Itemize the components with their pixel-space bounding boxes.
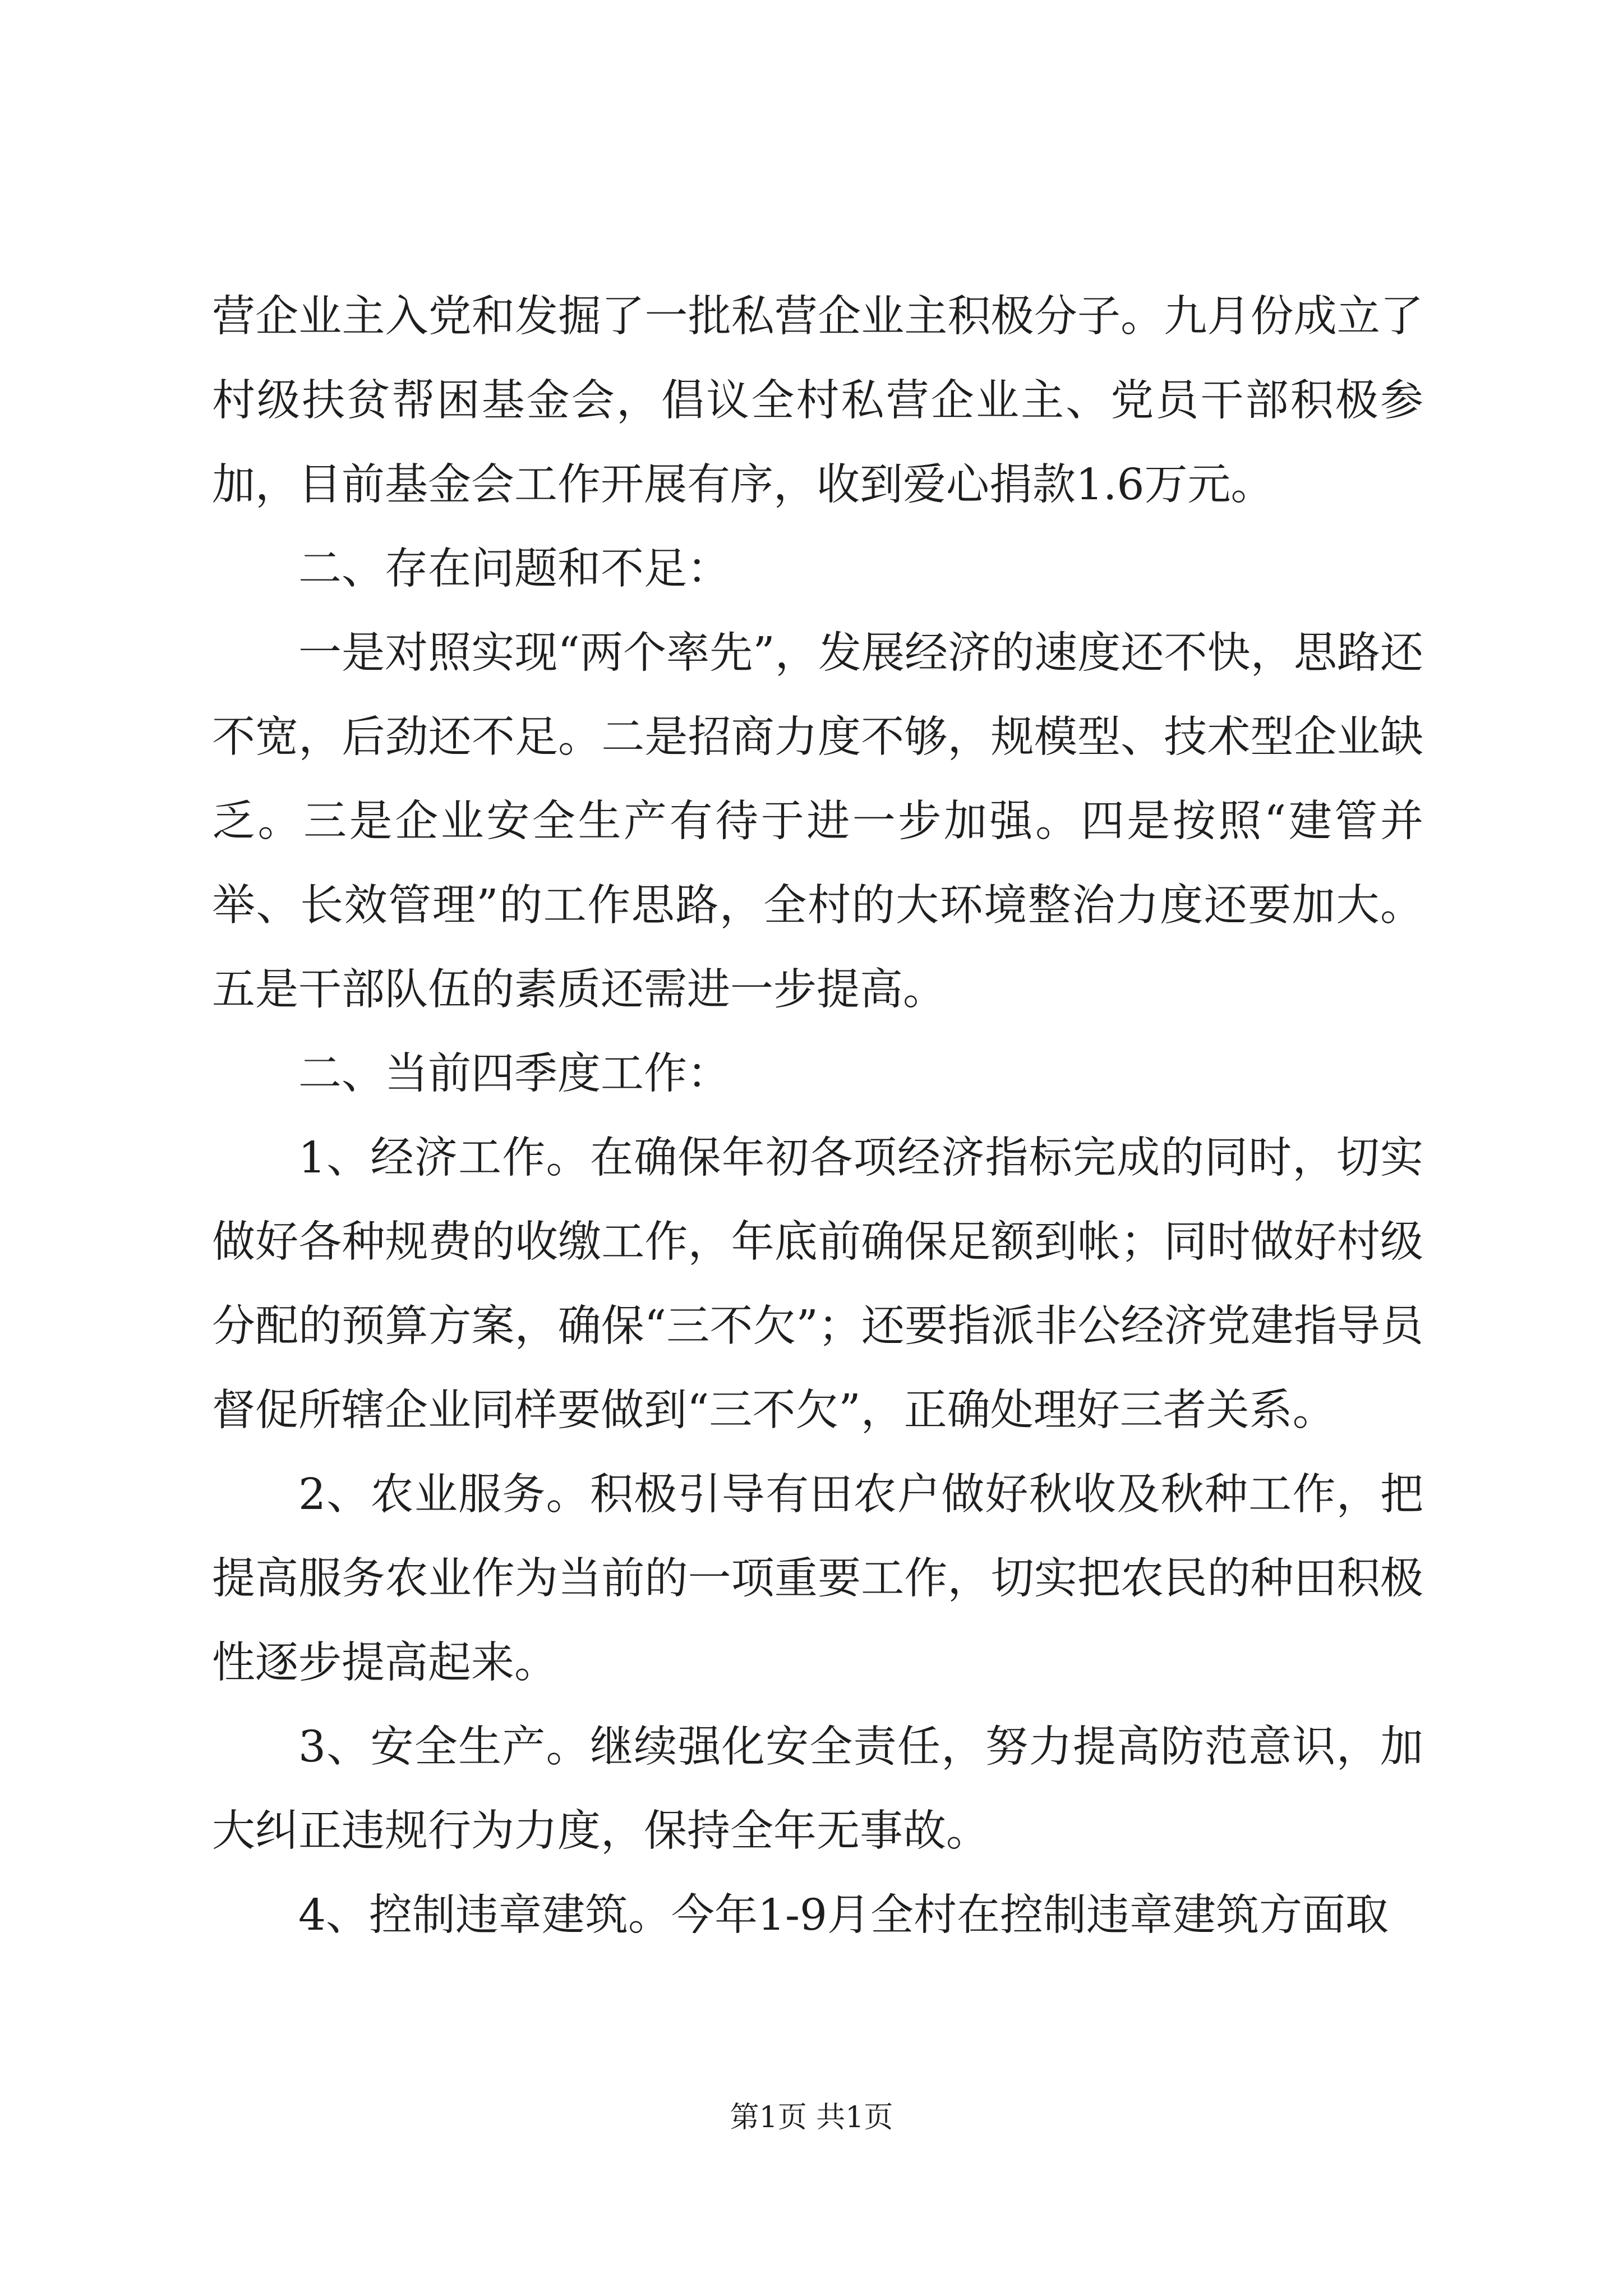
paragraph-problems: 一是对照实现“两个率先”，发展经济的速度还不快，思路还不宽，后劲还不足。二是招商力度不够，规模型、技术型企业缺乏。三是企业安全生产有待于进一步加强。四是按照“建管并举、长效管理”的工作思路，全村的大环境整治力度还要加大。五是干部队伍的素质还需进一步提高。: [212, 628, 1423, 1015]
section-heading-q4-work: 二、当前四季度工作：: [298, 1049, 730, 1099]
paragraph-economic-work: 1、经济工作。在确保年初各项经济指标完成的同时，切实做好各种规费的收缴工作，年底前确保足额到帐；同时做好村级分配的预算方案，确保“三不欠”；还要指派非公经济党建指导员督促所辖企业同样要做到“三不欠”，正确处理好三者关系。: [212, 1133, 1423, 1435]
page-footer: 第1页 共1页: [730, 2101, 893, 2134]
document-body: [212, 275, 1423, 1958]
section-heading-problems: 二、存在问题和不足：: [298, 544, 730, 594]
paragraph-safety-production: 3、安全生产。继续强化安全责任，努力提高防范意识，加大纠正违规行为力度，保持全年无事故。: [212, 1722, 1423, 1856]
paragraph-illegal-construction: 4、控制违章建筑。今年1-9月全村在控制违章建筑方面取: [298, 1890, 1389, 1940]
paragraph-continuation: 营企业主入党和发掘了一批私营企业主积极分子。九月份成立了村级扶贫帮困基金会，倡议全村私营企业主、党员干部积极参加，目前基金会工作开展有序，收到爱心捐款1.6万元。: [212, 292, 1423, 510]
paragraph-agricultural-service: 2、农业服务。积极引导有田农户做好秋收及秋种工作，把提高服务农业作为当前的一项重要工作，切实把农民的种田积极性逐步提高起来。: [212, 1470, 1423, 1688]
